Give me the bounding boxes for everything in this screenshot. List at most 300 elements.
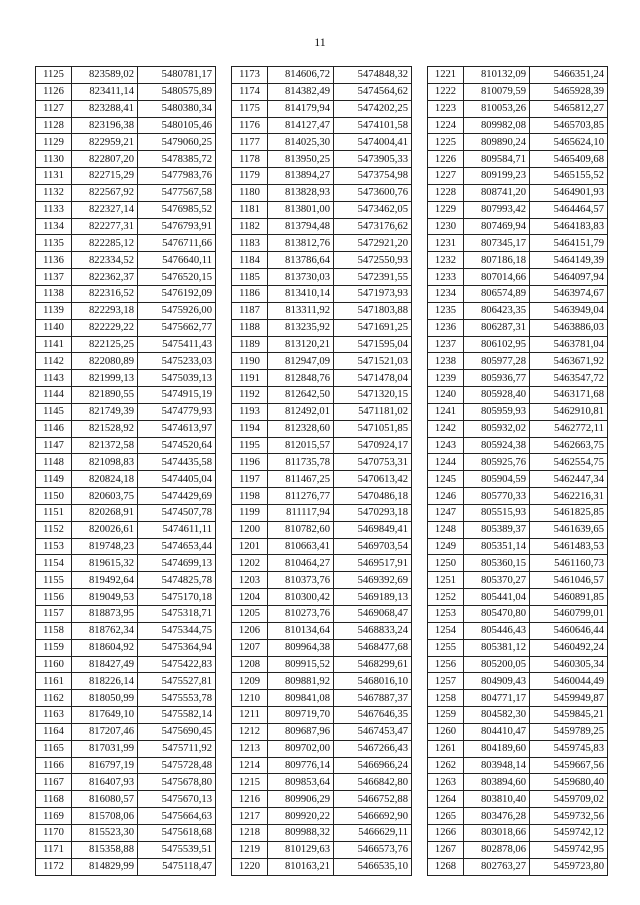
table-row <box>36 184 216 201</box>
x-coordinate-cell: 813235,92 <box>268 319 334 336</box>
y-coordinate-cell: 5475170,18 <box>138 589 216 606</box>
x-coordinate-cell: 813812,76 <box>268 235 334 252</box>
table-row <box>36 606 216 623</box>
point-number-cell: 1131 <box>36 168 72 185</box>
point-number-cell: 1144 <box>36 387 72 404</box>
y-coordinate-cell: 5460305,34 <box>530 656 608 673</box>
y-coordinate-cell: 5474825,78 <box>138 572 216 589</box>
y-coordinate-cell: 5475553,78 <box>138 690 216 707</box>
x-coordinate-cell: 804909,43 <box>464 673 530 690</box>
x-coordinate-cell: 805351,14 <box>464 538 530 555</box>
table-row <box>36 589 216 606</box>
table-row <box>36 757 216 774</box>
y-coordinate-cell: 5460891,85 <box>530 589 608 606</box>
y-coordinate-cell: 5463974,67 <box>530 285 608 302</box>
x-coordinate-cell: 813311,92 <box>268 302 334 319</box>
x-coordinate-cell: 811735,78 <box>268 454 334 471</box>
x-coordinate-cell: 819748,23 <box>72 538 138 555</box>
point-number-cell: 1162 <box>36 690 72 707</box>
table-row <box>36 387 216 404</box>
x-coordinate-cell: 813950,25 <box>268 151 334 168</box>
y-coordinate-cell: 5474653,44 <box>138 538 216 555</box>
y-coordinate-cell: 5479060,25 <box>138 134 216 151</box>
table-row <box>428 690 608 707</box>
point-number-cell: 1183 <box>232 235 268 252</box>
point-number-cell: 1167 <box>36 774 72 791</box>
point-number-cell: 1163 <box>36 707 72 724</box>
y-coordinate-cell: 5465155,52 <box>530 168 608 185</box>
y-coordinate-cell: 5474004,41 <box>334 134 412 151</box>
point-number-cell: 1259 <box>428 707 464 724</box>
x-coordinate-cell: 821098,83 <box>72 454 138 471</box>
table-row <box>428 387 608 404</box>
point-number-cell: 1133 <box>36 201 72 218</box>
table-row <box>36 353 216 370</box>
y-coordinate-cell: 5476985,52 <box>138 201 216 218</box>
point-number-cell: 1226 <box>428 151 464 168</box>
table-row <box>232 723 412 740</box>
y-coordinate-cell: 5475926,00 <box>138 302 216 319</box>
point-number-cell: 1217 <box>232 808 268 825</box>
x-coordinate-cell: 822293,18 <box>72 302 138 319</box>
y-coordinate-cell: 5470293,18 <box>334 504 412 521</box>
y-coordinate-cell: 5466573,76 <box>334 841 412 858</box>
table-row <box>428 841 608 858</box>
y-coordinate-cell: 5459667,56 <box>530 757 608 774</box>
y-coordinate-cell: 5463671,92 <box>530 353 608 370</box>
y-coordinate-cell: 5475711,92 <box>138 740 216 757</box>
point-number-cell: 1208 <box>232 656 268 673</box>
table-row <box>36 740 216 757</box>
table-row <box>232 302 412 319</box>
x-coordinate-cell: 809853,64 <box>268 774 334 791</box>
point-number-cell: 1178 <box>232 151 268 168</box>
point-number-cell: 1224 <box>428 117 464 134</box>
y-coordinate-cell: 5465703,85 <box>530 117 608 134</box>
y-coordinate-cell: 5462447,34 <box>530 471 608 488</box>
y-coordinate-cell: 5469849,41 <box>334 521 412 538</box>
point-number-cell: 1170 <box>36 824 72 841</box>
x-coordinate-cell: 813801,00 <box>268 201 334 218</box>
point-number-cell: 1254 <box>428 622 464 639</box>
y-coordinate-cell: 5474429,69 <box>138 488 216 505</box>
table-row <box>36 690 216 707</box>
point-number-cell: 1140 <box>36 319 72 336</box>
table-row <box>232 589 412 606</box>
table-row <box>428 504 608 521</box>
x-coordinate-cell: 805389,37 <box>464 521 530 538</box>
y-coordinate-cell: 5477567,58 <box>138 184 216 201</box>
table-row <box>232 83 412 100</box>
point-number-cell: 1149 <box>36 471 72 488</box>
point-number-cell: 1196 <box>232 454 268 471</box>
y-coordinate-cell: 5475118,47 <box>138 858 216 875</box>
x-coordinate-cell: 816080,57 <box>72 791 138 808</box>
table-row <box>36 134 216 151</box>
x-coordinate-cell: 806574,89 <box>464 285 530 302</box>
y-coordinate-cell: 5459742,12 <box>530 824 608 841</box>
point-number-cell: 1219 <box>232 841 268 858</box>
point-number-cell: 1194 <box>232 420 268 437</box>
y-coordinate-cell: 5475582,14 <box>138 707 216 724</box>
x-coordinate-cell: 804410,47 <box>464 723 530 740</box>
x-coordinate-cell: 803810,40 <box>464 791 530 808</box>
y-coordinate-cell: 5478385,72 <box>138 151 216 168</box>
x-coordinate-cell: 811117,94 <box>268 504 334 521</box>
x-coordinate-cell: 814606,72 <box>268 67 334 84</box>
y-coordinate-cell: 5459680,40 <box>530 774 608 791</box>
y-coordinate-cell: 5473905,33 <box>334 151 412 168</box>
table-row <box>428 538 608 555</box>
point-number-cell: 1238 <box>428 353 464 370</box>
x-coordinate-cell: 810300,42 <box>268 589 334 606</box>
x-coordinate-cell: 805470,80 <box>464 606 530 623</box>
table-row <box>428 639 608 656</box>
table-row <box>36 572 216 589</box>
point-number-cell: 1266 <box>428 824 464 841</box>
table-row <box>428 471 608 488</box>
table-row <box>232 285 412 302</box>
point-number-cell: 1257 <box>428 673 464 690</box>
point-number-cell: 1199 <box>232 504 268 521</box>
x-coordinate-cell: 814179,94 <box>268 100 334 117</box>
point-number-cell: 1218 <box>232 824 268 841</box>
table-row <box>232 690 412 707</box>
point-number-cell: 1166 <box>36 757 72 774</box>
point-number-cell: 1172 <box>36 858 72 875</box>
x-coordinate-cell: 812848,76 <box>268 370 334 387</box>
y-coordinate-cell: 5475618,68 <box>138 824 216 841</box>
y-coordinate-cell: 5462216,31 <box>530 488 608 505</box>
x-coordinate-cell: 809702,00 <box>268 740 334 757</box>
y-coordinate-cell: 5468016,10 <box>334 673 412 690</box>
table-row <box>232 117 412 134</box>
x-coordinate-cell: 822316,52 <box>72 285 138 302</box>
x-coordinate-cell: 812328,60 <box>268 420 334 437</box>
point-number-cell: 1236 <box>428 319 464 336</box>
x-coordinate-cell: 805370,27 <box>464 572 530 589</box>
x-coordinate-cell: 813120,21 <box>268 336 334 353</box>
y-coordinate-cell: 5470753,31 <box>334 454 412 471</box>
point-number-cell: 1210 <box>232 690 268 707</box>
point-number-cell: 1215 <box>232 774 268 791</box>
point-number-cell: 1202 <box>232 555 268 572</box>
x-coordinate-cell: 822567,92 <box>72 184 138 201</box>
x-coordinate-cell: 803018,66 <box>464 824 530 841</box>
y-coordinate-cell: 5463949,04 <box>530 302 608 319</box>
y-coordinate-cell: 5474699,13 <box>138 555 216 572</box>
y-coordinate-cell: 5464464,57 <box>530 201 608 218</box>
point-number-cell: 1159 <box>36 639 72 656</box>
y-coordinate-cell: 5466842,80 <box>334 774 412 791</box>
table-row <box>232 134 412 151</box>
x-coordinate-cell: 805925,76 <box>464 454 530 471</box>
point-number-cell: 1242 <box>428 420 464 437</box>
x-coordinate-cell: 814829,99 <box>72 858 138 875</box>
x-coordinate-cell: 810782,60 <box>268 521 334 538</box>
y-coordinate-cell: 5480105,46 <box>138 117 216 134</box>
y-coordinate-cell: 5475678,80 <box>138 774 216 791</box>
x-coordinate-cell: 809719,70 <box>268 707 334 724</box>
table-row <box>232 656 412 673</box>
x-coordinate-cell: 805904,59 <box>464 471 530 488</box>
table-row <box>232 387 412 404</box>
table-row <box>232 420 412 437</box>
x-coordinate-cell: 805441,04 <box>464 589 530 606</box>
y-coordinate-cell: 5465812,27 <box>530 100 608 117</box>
y-coordinate-cell: 5466629,11 <box>334 824 412 841</box>
x-coordinate-cell: 823411,14 <box>72 83 138 100</box>
x-coordinate-cell: 820268,91 <box>72 504 138 521</box>
x-coordinate-cell: 805932,02 <box>464 420 530 437</box>
point-number-cell: 1221 <box>428 67 464 84</box>
table-row <box>232 606 412 623</box>
y-coordinate-cell: 5477983,76 <box>138 168 216 185</box>
coordinates-table-2 <box>231 66 412 876</box>
x-coordinate-cell: 810129,63 <box>268 841 334 858</box>
y-coordinate-cell: 5467887,37 <box>334 690 412 707</box>
y-coordinate-cell: 5473754,98 <box>334 168 412 185</box>
y-coordinate-cell: 5467266,43 <box>334 740 412 757</box>
point-number-cell: 1250 <box>428 555 464 572</box>
table-row <box>428 201 608 218</box>
table-row <box>428 673 608 690</box>
table-row <box>36 858 216 875</box>
point-number-cell: 1230 <box>428 218 464 235</box>
point-number-cell: 1263 <box>428 774 464 791</box>
table-row <box>428 184 608 201</box>
y-coordinate-cell: 5464183,83 <box>530 218 608 235</box>
x-coordinate-cell: 820603,75 <box>72 488 138 505</box>
y-coordinate-cell: 5476711,66 <box>138 235 216 252</box>
table-row <box>232 319 412 336</box>
point-number-cell: 1137 <box>36 269 72 286</box>
y-coordinate-cell: 5474564,62 <box>334 83 412 100</box>
y-coordinate-cell: 5468477,68 <box>334 639 412 656</box>
point-number-cell: 1237 <box>428 336 464 353</box>
point-number-cell: 1232 <box>428 252 464 269</box>
x-coordinate-cell: 809584,71 <box>464 151 530 168</box>
table-row <box>232 151 412 168</box>
point-number-cell: 1229 <box>428 201 464 218</box>
table-row <box>232 218 412 235</box>
point-number-cell: 1248 <box>428 521 464 538</box>
x-coordinate-cell: 815708,06 <box>72 808 138 825</box>
y-coordinate-cell: 5475670,13 <box>138 791 216 808</box>
table-row <box>232 622 412 639</box>
x-coordinate-cell: 819615,32 <box>72 555 138 572</box>
table-row <box>428 117 608 134</box>
table-row <box>232 824 412 841</box>
table-row <box>36 117 216 134</box>
point-number-cell: 1153 <box>36 538 72 555</box>
x-coordinate-cell: 809881,92 <box>268 673 334 690</box>
point-number-cell: 1158 <box>36 622 72 639</box>
table-row <box>36 841 216 858</box>
point-number-cell: 1195 <box>232 437 268 454</box>
x-coordinate-cell: 820824,18 <box>72 471 138 488</box>
y-coordinate-cell: 5465928,39 <box>530 83 608 100</box>
point-number-cell: 1239 <box>428 370 464 387</box>
y-coordinate-cell: 5475422,83 <box>138 656 216 673</box>
y-coordinate-cell: 5465409,68 <box>530 151 608 168</box>
x-coordinate-cell: 822334,52 <box>72 252 138 269</box>
point-number-cell: 1211 <box>232 707 268 724</box>
point-number-cell: 1260 <box>428 723 464 740</box>
table-row <box>36 83 216 100</box>
x-coordinate-cell: 822327,14 <box>72 201 138 218</box>
point-number-cell: 1152 <box>36 521 72 538</box>
x-coordinate-cell: 819492,64 <box>72 572 138 589</box>
x-coordinate-cell: 810079,59 <box>464 83 530 100</box>
point-number-cell: 1207 <box>232 639 268 656</box>
point-number-cell: 1267 <box>428 841 464 858</box>
y-coordinate-cell: 5471478,04 <box>334 370 412 387</box>
y-coordinate-cell: 5459745,83 <box>530 740 608 757</box>
x-coordinate-cell: 810663,41 <box>268 538 334 555</box>
table-row <box>232 488 412 505</box>
y-coordinate-cell: 5467453,47 <box>334 723 412 740</box>
table-row <box>232 100 412 117</box>
x-coordinate-cell: 814025,30 <box>268 134 334 151</box>
x-coordinate-cell: 803476,28 <box>464 808 530 825</box>
coordinates-table-3 <box>427 66 608 876</box>
table-row <box>36 336 216 353</box>
y-coordinate-cell: 5464151,79 <box>530 235 608 252</box>
point-number-cell: 1151 <box>36 504 72 521</box>
table-row <box>36 269 216 286</box>
point-number-cell: 1193 <box>232 403 268 420</box>
x-coordinate-cell: 818873,95 <box>72 606 138 623</box>
y-coordinate-cell: 5471973,93 <box>334 285 412 302</box>
point-number-cell: 1212 <box>232 723 268 740</box>
y-coordinate-cell: 5471803,88 <box>334 302 412 319</box>
x-coordinate-cell: 805515,93 <box>464 504 530 521</box>
point-number-cell: 1201 <box>232 538 268 555</box>
table-row <box>428 791 608 808</box>
y-coordinate-cell: 5475664,63 <box>138 808 216 825</box>
x-coordinate-cell: 820026,61 <box>72 521 138 538</box>
point-number-cell: 1231 <box>428 235 464 252</box>
point-number-cell: 1220 <box>232 858 268 875</box>
y-coordinate-cell: 5474779,93 <box>138 403 216 420</box>
table-row <box>36 656 216 673</box>
x-coordinate-cell: 804189,60 <box>464 740 530 757</box>
point-number-cell: 1171 <box>36 841 72 858</box>
point-number-cell: 1181 <box>232 201 268 218</box>
y-coordinate-cell: 5474507,78 <box>138 504 216 521</box>
table-row <box>428 134 608 151</box>
table-row <box>36 370 216 387</box>
point-number-cell: 1209 <box>232 673 268 690</box>
x-coordinate-cell: 821372,58 <box>72 437 138 454</box>
x-coordinate-cell: 822715,29 <box>72 168 138 185</box>
x-coordinate-cell: 813828,93 <box>268 184 334 201</box>
x-coordinate-cell: 818050,99 <box>72 690 138 707</box>
table-row <box>428 403 608 420</box>
point-number-cell: 1147 <box>36 437 72 454</box>
x-coordinate-cell: 822285,12 <box>72 235 138 252</box>
x-coordinate-cell: 809915,52 <box>268 656 334 673</box>
point-number-cell: 1243 <box>428 437 464 454</box>
y-coordinate-cell: 5474101,58 <box>334 117 412 134</box>
table-row <box>36 201 216 218</box>
x-coordinate-cell: 805977,28 <box>464 353 530 370</box>
y-coordinate-cell: 5474613,97 <box>138 420 216 437</box>
point-number-cell: 1180 <box>232 184 268 201</box>
y-coordinate-cell: 5469703,54 <box>334 538 412 555</box>
y-coordinate-cell: 5466351,24 <box>530 67 608 84</box>
x-coordinate-cell: 821749,39 <box>72 403 138 420</box>
point-number-cell: 1234 <box>428 285 464 302</box>
y-coordinate-cell: 5467646,35 <box>334 707 412 724</box>
table-row <box>36 808 216 825</box>
y-coordinate-cell: 5475039,13 <box>138 370 216 387</box>
point-number-cell: 1204 <box>232 589 268 606</box>
y-coordinate-cell: 5469517,91 <box>334 555 412 572</box>
point-number-cell: 1156 <box>36 589 72 606</box>
coordinates-table-1 <box>35 66 216 876</box>
y-coordinate-cell: 5472391,55 <box>334 269 412 286</box>
y-coordinate-cell: 5475728,48 <box>138 757 216 774</box>
point-number-cell: 1165 <box>36 740 72 757</box>
x-coordinate-cell: 806102,95 <box>464 336 530 353</box>
table-row <box>232 555 412 572</box>
point-number-cell: 1160 <box>36 656 72 673</box>
point-number-cell: 1214 <box>232 757 268 774</box>
y-coordinate-cell: 5473600,76 <box>334 184 412 201</box>
point-number-cell: 1253 <box>428 606 464 623</box>
table-row <box>428 488 608 505</box>
point-number-cell: 1265 <box>428 808 464 825</box>
table-row <box>36 218 216 235</box>
x-coordinate-cell: 817031,99 <box>72 740 138 757</box>
point-number-cell: 1240 <box>428 387 464 404</box>
point-number-cell: 1150 <box>36 488 72 505</box>
point-number-cell: 1261 <box>428 740 464 757</box>
table-row <box>428 370 608 387</box>
y-coordinate-cell: 5461825,85 <box>530 504 608 521</box>
table-row <box>232 403 412 420</box>
table-row <box>428 723 608 740</box>
y-coordinate-cell: 5475527,81 <box>138 673 216 690</box>
x-coordinate-cell: 810163,21 <box>268 858 334 875</box>
x-coordinate-cell: 822807,20 <box>72 151 138 168</box>
y-coordinate-cell: 5462772,11 <box>530 420 608 437</box>
y-coordinate-cell: 5474520,64 <box>138 437 216 454</box>
x-coordinate-cell: 810134,64 <box>268 622 334 639</box>
table-row <box>36 521 216 538</box>
point-number-cell: 1241 <box>428 403 464 420</box>
point-number-cell: 1143 <box>36 370 72 387</box>
point-number-cell: 1136 <box>36 252 72 269</box>
table-row <box>428 269 608 286</box>
x-coordinate-cell: 804771,17 <box>464 690 530 707</box>
table-row <box>428 353 608 370</box>
y-coordinate-cell: 5465624,10 <box>530 134 608 151</box>
table-row <box>232 201 412 218</box>
table-row <box>36 100 216 117</box>
y-coordinate-cell: 5480575,89 <box>138 83 216 100</box>
y-coordinate-cell: 5468833,24 <box>334 622 412 639</box>
x-coordinate-cell: 807993,42 <box>464 201 530 218</box>
point-number-cell: 1168 <box>36 791 72 808</box>
x-coordinate-cell: 822362,37 <box>72 269 138 286</box>
x-coordinate-cell: 805936,77 <box>464 370 530 387</box>
table-row <box>428 83 608 100</box>
x-coordinate-cell: 814127,47 <box>268 117 334 134</box>
x-coordinate-cell: 819049,53 <box>72 589 138 606</box>
